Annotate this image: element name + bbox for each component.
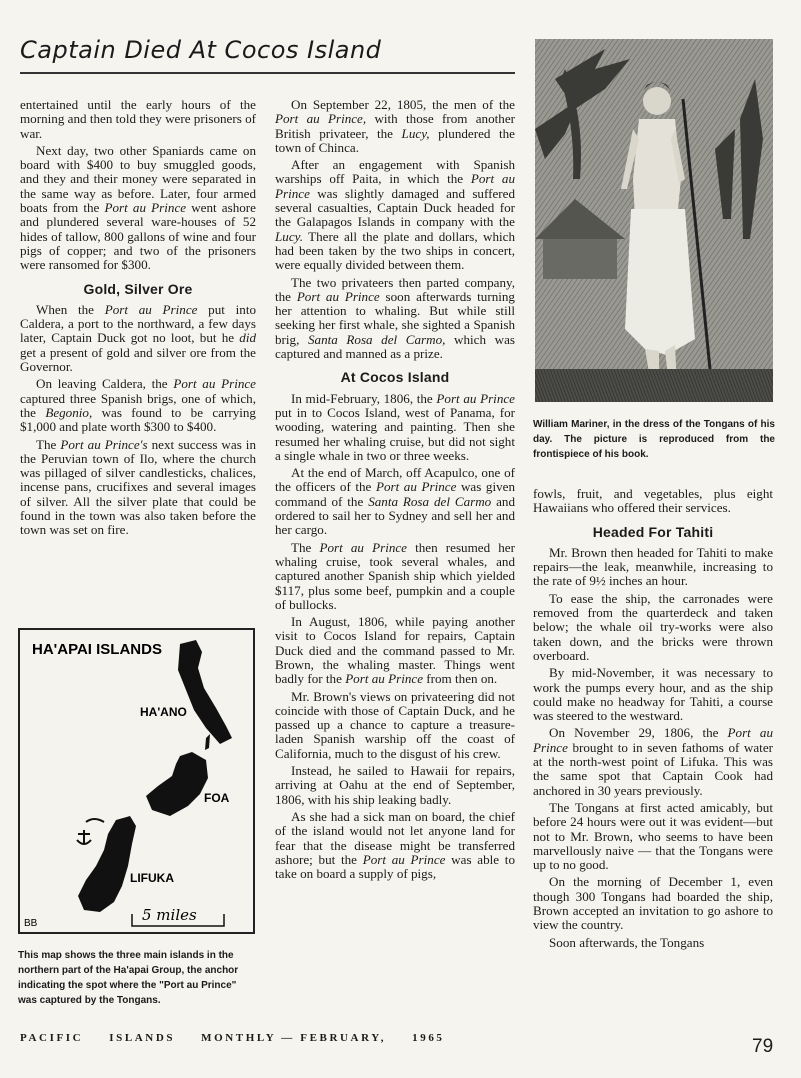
- label-foa: FOA: [204, 791, 230, 805]
- paragraph: As she had a sick man on board, the chief of the island would not let anyone land for fear that the disease might be transferred ashore; but the Port au Prince was able to take on board a supply of pigs,: [275, 808, 515, 882]
- page-number: 79: [752, 1036, 774, 1057]
- subheading: Headed For Tahiti: [592, 523, 714, 540]
- illustration-caption: William Mariner, in the dress of the Tongans of his day. The picture is reproduced from the frontispiece of his book.: [533, 419, 775, 460]
- foa-island: [146, 752, 208, 816]
- paragraph: The Tongans at first acted amicably, but before 24 hours were out it was evident—but not to Mr. Brown, who seems to have been marvellously naive — that the Tongans were up to no good.: [533, 799, 773, 873]
- artist-signature: BB: [24, 918, 38, 929]
- paragraph: Soon afterwards, the Tongans: [549, 934, 705, 950]
- footer-word: ISLANDS: [109, 1032, 176, 1044]
- label-lifuka: LIFUKA: [130, 871, 174, 885]
- haano-island: [178, 640, 232, 744]
- paragraph: fowls, fruit, and vegetables, plus eight Hawaiians who offered their services.: [533, 486, 773, 516]
- map-drawing: [20, 630, 253, 932]
- subheading: At Cocos Island: [340, 369, 450, 386]
- engraving: [535, 39, 773, 402]
- paragraph: On leaving Caldera, the Port au Prince captured three Spanish brigs, one of which, the Begonio, was found to be carrying $1,000 and plate worth $300 to $400.: [20, 376, 256, 435]
- paragraph: Instead, he sailed to Hawaii for repairs, arriving at Oahu at the end of September, 1806, with his ship leaking badly.: [275, 763, 515, 807]
- paragraph: When the Port au Prince put into Caldera, a port to the northward, a few days later, Captain Duck got no loot, but he did get a present of gold and silver ore from the Governor.: [20, 301, 257, 375]
- paragraph: To ease the ship, the carronades were removed from the quarterdeck and taken below; the whale oil try-works were also taken down, and the bricks were thrown overboard.: [533, 590, 773, 663]
- islet: [205, 734, 210, 750]
- subheading: Gold, Silver Ore: [83, 280, 193, 297]
- column-2: [275, 98, 515, 884]
- page-footer: [20, 1032, 620, 1044]
- map-title: HA'APAI ISLANDS: [32, 641, 162, 658]
- column-3: [533, 487, 773, 953]
- column-1: [20, 98, 256, 541]
- paragraph: On September 22, 1805, the men of the Port au Prince, with those from another British privateer, the Lucy, plundered the town of Chinca.: [275, 97, 515, 155]
- footer-year: 1965: [412, 1032, 445, 1044]
- hut-wall: [543, 239, 617, 279]
- footer-word: MONTHLY — FEBRUARY,: [201, 1032, 387, 1044]
- paragraph: Mr. Brown then headed for Tahiti to make repairs—the leak, meanwhile, increasing to the rate of 9½ inches an hour.: [533, 544, 773, 589]
- footer-word: PACIFIC: [20, 1032, 84, 1044]
- map-caption: This map shows the three main islands in the northern part of the Ha'apai Group, the anchor indicating the spot where the "Port au Prince" was captured by the Tongans.: [18, 950, 239, 1006]
- label-haano: HA'ANO: [140, 705, 187, 719]
- article-headline: Captain Died At Cocos Island: [20, 36, 382, 64]
- paragraph: At the end of March, off Acapulco, one of the officers of the Port au Prince was given command of the Santa Rosa del Carmo and ordered to sail her to Sydney and sell her and her cargo.: [275, 465, 516, 538]
- mariner-illustration: [535, 39, 773, 402]
- paragraph: entertained until the early hours of the morning and then told they were prisoners of war.: [20, 97, 256, 141]
- lifuka-island: [78, 816, 136, 912]
- paragraph: After an engagement with Spanish warships off Paita, in which the Port au Prince was slightly damaged and suffered several casualties, Captain Duck headed for the Galapagos Islands in company with the Lucy. There all the plate and dollars, which had been taken by the two ships in concert, were equally divided between them.: [275, 157, 515, 273]
- haapai-map: [18, 628, 255, 934]
- paragraph: Next day, two other Spaniards came on board with $400 to buy smuggled goods, and they and their money were separated in the same way as before. Later, four armed boats from the Port au Prince went ashore and plundered several ware-houses of 52 hides of tallow, 800 gallons of wine and four pigs of copper; and two of the prisoners were ransomed for $300.: [20, 142, 256, 273]
- ground: [535, 369, 773, 402]
- paragraph: The two privateers then parted company, the Port au Prince soon afterwards turning her attention to whaling. But while still seeking her first whale, she sighted a Spanish brig, Santa Rosa del Carmo, which was captured and manned as a prize.: [275, 274, 515, 362]
- paragraph: Mr. Brown's views on privateering did not coincide with those of Captain Duck, and he passed up a chance to capture a treasure-laden Spanish warship off the coast of California, much to the disgust of his crew.: [275, 688, 515, 761]
- paragraph: On November 29, 1806, the Port au Prince brought to in seven fathoms of water at the north-west point of Lifuka. This was the same spot that Captain Cook had anchored in 30 years previously.: [533, 725, 773, 798]
- paragraph: In mid-February, 1806, the Port au Prince put in to Cocos Island, west of Panama, for wooding, watering and painting. Then she resumed her whaling cruise, but did not sight a single whale in two or three weeks.: [275, 390, 515, 463]
- paragraph: The Port au Prince's next success was in the Peruvian town of Ilo, where the church was pillaged of silver candlesticks, chalices, incense pans, crucifixes and several images of silver. All the silver plate that could be found in the town was also taken before the town was set on fire.: [20, 436, 256, 538]
- ship-mark: [86, 819, 104, 822]
- scale-label: 5 miles: [142, 906, 197, 924]
- paragraph: The Port au Prince then resumed her whaling cruise, took several whales, and captured another Spanish ship which yielded $117, plus some beef, pumpkin and a couple of bullocks.: [275, 539, 515, 612]
- headline-rule: [20, 72, 515, 74]
- anchor-icon: [77, 830, 91, 844]
- paragraph: By mid-November, it was necessary to work the pumps every hour, and as the ship could make no headway for Tahiti, a course was steered to the westward.: [533, 665, 773, 724]
- paragraph: In August, 1806, while paying another visit to Cocos Island for repairs, Captain Duck died and the command passed to Mr. Brown, the whaling master. Things went badly for the Port au Prince from then on.: [275, 614, 515, 687]
- paragraph: On the morning of December 1, even though 300 Tongans had boarded the ship, Brown accepted an invitation to go ashore to view the country.: [533, 874, 773, 933]
